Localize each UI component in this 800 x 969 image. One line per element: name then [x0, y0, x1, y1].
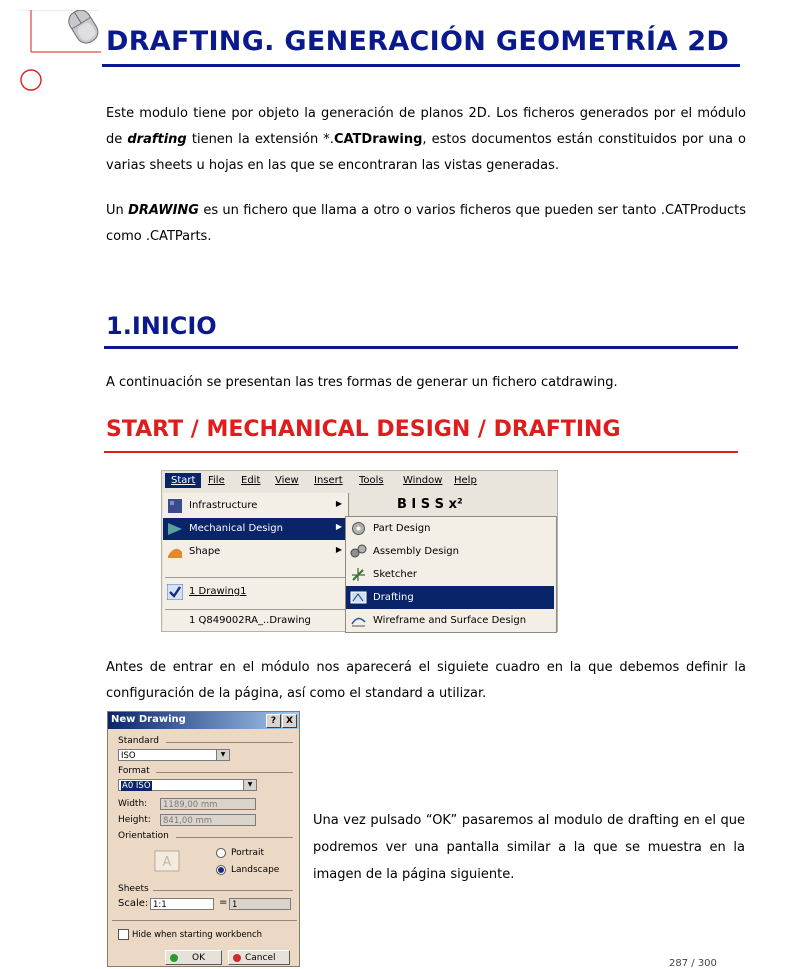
shape-icon: [167, 544, 183, 560]
section-inicio-text: A continuación se presentan las tres formas de generar un fichero catdrawing.: [106, 375, 618, 390]
menu-tools[interactable]: Tools: [359, 475, 384, 486]
cancel-label: Cancel: [245, 953, 276, 963]
scale-equals: =: [219, 897, 228, 908]
submenu-label: Part Design: [373, 523, 431, 534]
ok-label: OK: [192, 953, 205, 963]
start-menu-label: 1 Drawing1: [189, 586, 247, 597]
section-text-after-ok: Una vez pulsado “OK” pasaremos al modulo de drafting en el que podremos ver una pantalla similar a la que se muestra en la imagen de la página siguiente.: [313, 813, 745, 882]
submenu-arrow-icon: ▶: [335, 522, 342, 531]
submenu-item-part-design[interactable]: [346, 517, 554, 540]
landscape-radio[interactable]: [216, 865, 226, 875]
submenu-item-sketcher[interactable]: [346, 563, 554, 586]
ok-button[interactable]: [165, 950, 222, 965]
portrait-radio[interactable]: [216, 848, 226, 858]
start-menu-label: Shape: [189, 546, 221, 557]
menu-window[interactable]: Window: [403, 475, 443, 486]
format-select[interactable]: [118, 779, 257, 791]
menu-edit[interactable]: Edit: [241, 475, 261, 486]
intro-paragraph-1: Este modulo tiene por objeto la generación de planos 2D. Los ficheros generados por el módulo de drafting tienen la extensión *.CATDrawing, estos documentos están constituidos por una o varias sheets u hojas en las que se encontraran las vistas generadas.: [106, 106, 746, 173]
portrait-label: Portrait: [231, 848, 265, 858]
submenu-arrow-icon: ▶: [335, 545, 342, 554]
format-value: A0 ISO: [122, 781, 151, 791]
height-field: 841,00 mm: [160, 814, 256, 826]
page-number: 287 / 300: [669, 958, 717, 969]
menu-help[interactable]: Help: [454, 475, 477, 486]
start-menu-screenshot: [161, 470, 558, 632]
start-menu-item-recent-1[interactable]: [163, 581, 348, 605]
submenu-label: Assembly Design: [373, 546, 459, 557]
section-heading-inicio: 1.INICIO: [106, 312, 217, 340]
standard-group-label: Standard: [118, 736, 159, 746]
menu-view[interactable]: View: [275, 475, 299, 486]
width-field: 1189,00 mm: [160, 798, 256, 810]
new-drawing-dialog: [107, 711, 300, 967]
infrastructure-icon: [167, 498, 183, 514]
wireframe-icon: [350, 612, 367, 629]
mechanical-design-icon: [167, 521, 183, 537]
orientation-preview-icon: [154, 850, 180, 872]
group-rule: [112, 920, 297, 921]
hide-label: Hide when starting workbench: [132, 930, 263, 940]
start-menu-label: 1 Q849002RA_..Drawing: [189, 615, 311, 626]
start-menu-item-mechanical-design[interactable]: [163, 518, 348, 540]
landscape-label: Landscape: [231, 865, 280, 875]
help-button[interactable]: ?: [266, 714, 281, 728]
sketcher-icon: [350, 566, 367, 583]
submenu-item-assembly-design[interactable]: [346, 540, 554, 563]
subsection-underline: [104, 451, 738, 453]
scale-label: Scale:: [118, 898, 149, 909]
toolbar-fragment: [349, 494, 557, 516]
submenu-label: Wireframe and Surface Design: [373, 615, 527, 626]
start-menu-item-recent-2[interactable]: [163, 610, 348, 632]
section-text-before-dialog: Antes de entrar en el módulo nos aparecerá el siguiete cuadro en la que debemos definir la configuración de la página, así como el standard a utilizar.: [106, 660, 746, 701]
cancel-button[interactable]: [228, 950, 290, 965]
standard-value: ISO: [121, 751, 136, 761]
orientation-group-label: Orientation: [118, 831, 169, 841]
cancel-icon: [233, 954, 241, 962]
page-title: DRAFTING. GENERACIÓN GEOMETRÍA 2D: [106, 26, 730, 57]
dropdown-arrow-icon: ▼: [216, 750, 229, 760]
menubar: [162, 471, 557, 493]
group-rule: [153, 890, 293, 891]
menu-start[interactable]: Start: [165, 473, 201, 488]
checkmark-icon: [167, 584, 183, 600]
subsection-heading-start: START / MECHANICAL DESIGN / DRAFTING: [106, 417, 621, 442]
start-menu: [163, 493, 349, 631]
assembly-design-icon: [350, 543, 367, 560]
start-menu-item-infrastructure[interactable]: [163, 495, 348, 517]
sheets-group-label: Sheets: [118, 884, 149, 894]
section-underline: [104, 346, 738, 349]
group-rule: [166, 742, 293, 743]
close-button[interactable]: X: [282, 714, 297, 728]
height-label: Height:: [118, 815, 151, 825]
scale-input[interactable]: 1:1: [150, 898, 214, 910]
dropdown-arrow-icon: ▼: [243, 780, 256, 790]
corner-mouse-icon: [17, 10, 101, 92]
standard-select[interactable]: [118, 749, 230, 761]
intro-paragraph-2: Un DRAWING es un fichero que llama a otro o varios ficheros que pueden ser tanto .CATProducts como .CATParts.: [106, 203, 746, 244]
start-menu-label: Infrastructure: [189, 500, 258, 511]
format-toolbar-fragment: B I S S x²: [397, 497, 463, 512]
menu-file[interactable]: File: [208, 475, 225, 486]
dialog-titlebar: [108, 712, 299, 729]
hide-checkbox[interactable]: [118, 929, 129, 940]
submenu-arrow-icon: ▶: [335, 499, 342, 508]
group-rule: [156, 772, 293, 773]
group-rule: [176, 837, 293, 838]
title-underline: [102, 64, 740, 67]
ok-icon: [170, 954, 178, 962]
submenu-item-drafting[interactable]: [346, 586, 554, 609]
start-menu-item-shape[interactable]: [163, 541, 348, 563]
mechanical-design-submenu: [345, 516, 557, 633]
scale-result: 1: [229, 898, 291, 910]
submenu-label: Drafting: [373, 592, 414, 603]
menu-insert[interactable]: Insert: [314, 475, 343, 486]
start-menu-label: Mechanical Design: [189, 523, 283, 534]
drafting-icon: [350, 589, 367, 606]
format-group-label: Format: [118, 766, 150, 776]
submenu-item-wireframe[interactable]: [346, 609, 554, 632]
svg-text:A: A: [162, 855, 172, 870]
part-design-icon: [350, 520, 367, 537]
dialog-title: New Drawing: [111, 714, 186, 725]
submenu-label: Sketcher: [373, 569, 417, 580]
width-label: Width:: [118, 799, 148, 809]
menu-separator: [165, 577, 346, 578]
